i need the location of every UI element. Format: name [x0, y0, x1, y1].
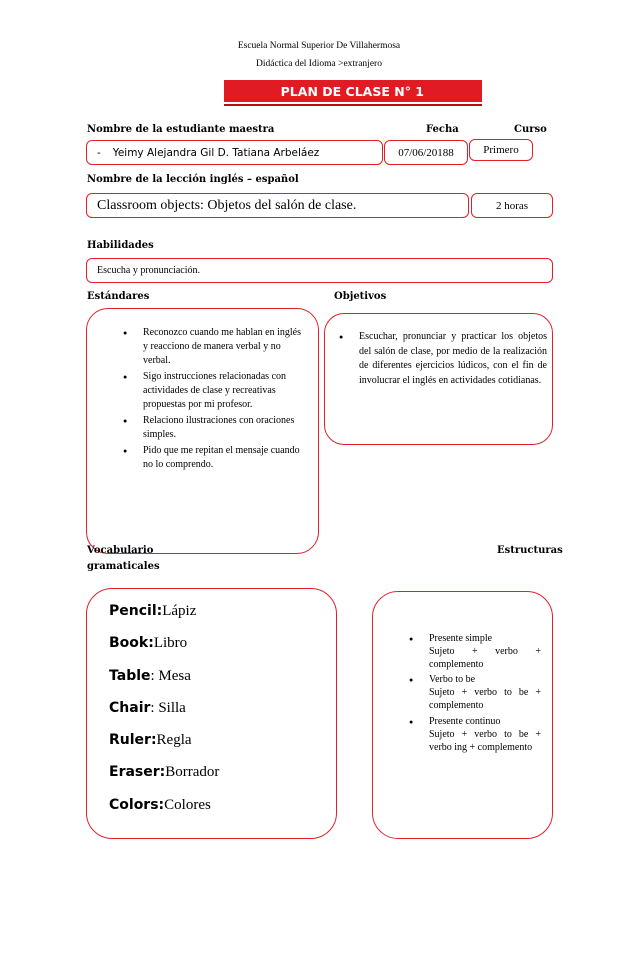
structure-item [403, 673, 541, 712]
structure-formula: Sujeto + verbo + complemento [429, 646, 541, 671]
vocab-english: Book: [109, 635, 154, 652]
vocab-label: Vocabulario [87, 545, 154, 556]
vocab-item [109, 700, 324, 732]
skills-field [86, 258, 553, 283]
vocabulary-box [86, 588, 337, 839]
vocab-item [109, 668, 324, 700]
vocab-spanish: : Silla [150, 699, 186, 716]
skills-value: Escucha y pronunciación. [97, 265, 201, 276]
gramaticales-label: gramaticales [87, 561, 160, 572]
objective-item: ● Escuchar, pronunciar y practicar los objetos del salón de clase, por medio de la realización de diferentes ejercicios lúdicos, con el fin de involucrar el inglés en actividades cotidianas. [333, 330, 547, 388]
structures-label: Estructuras [497, 545, 563, 556]
vocab-english: Chair [109, 699, 151, 716]
skills-label: Habilidades [87, 240, 154, 251]
school-name: Escuela Normal Superior De Villahermosa [237, 41, 401, 51]
date-field [384, 140, 468, 165]
lesson-label: Nombre de la lección inglés – español [87, 174, 299, 185]
structures-box [372, 591, 553, 839]
lesson-field [86, 193, 469, 218]
vocab-item [109, 764, 324, 796]
standard-item: ● Pido que me repitan el mensaje cuando no lo comprendo. [117, 444, 307, 472]
structure-item [403, 715, 541, 754]
vocab-english: Pencil: [109, 603, 163, 619]
vocab-spanish: Libro [153, 635, 188, 652]
vocab-english: Eraser: [109, 764, 166, 781]
duration-value: 2 horas [495, 199, 529, 212]
vocab-spanish: Borrador [165, 764, 220, 781]
standard-item: ● Relaciono ilustraciones con oraciones simples. [117, 414, 307, 442]
vocab-spanish: Regla [156, 732, 192, 749]
plan-title-banner [224, 80, 482, 104]
subject-name: Didáctica del Idioma >extranjero [256, 59, 382, 69]
objectives-list [333, 330, 547, 388]
structure-item [403, 632, 541, 671]
structure-name: ● Presente simple [429, 633, 493, 644]
duration-field [471, 193, 553, 218]
student-name-value: Yeimy Alejandra Gil D. Tatiana Arbeláez [112, 146, 320, 159]
plan-title: PLAN DE CLASE N° 1 [280, 83, 424, 99]
standards-list [117, 326, 307, 474]
student-label: Nombre de la estudiante maestra [87, 124, 275, 135]
standards-box [86, 308, 319, 554]
standards-label: Estándares [87, 291, 150, 302]
standard-item: ● Sigo instrucciones relacionadas con actividades de clase y recreativas propuestas por mi profesor. [117, 370, 307, 412]
structure-name: ● Verbo to be [429, 674, 476, 686]
vocabulary-list [109, 603, 324, 829]
objectives-box [324, 313, 553, 445]
vocab-item [109, 732, 324, 764]
vocab-english: Table [109, 667, 151, 684]
structure-formula: Sujeto + verbo to be + complemento [429, 687, 541, 712]
vocab-spanish: : Mesa [150, 667, 191, 684]
structure-formula: Sujeto + verbo to be + verbo ing + complemento [429, 728, 541, 753]
course-value: Primero [483, 144, 519, 156]
standard-item: ● Reconozco cuando me hablan en inglés y reacciono de manera verbal y no verbal. [117, 326, 307, 368]
student-dash: - [97, 146, 101, 159]
date-value: 07/06/20188 [398, 146, 454, 159]
course-label: Curso [514, 124, 547, 135]
vocab-spanish: Colores [164, 796, 211, 813]
date-label: Fecha [426, 124, 459, 135]
vocab-english: Colors: [109, 796, 165, 813]
vocab-item [109, 797, 324, 829]
lesson-value: Classroom objects: Objetos del salón de clase. [97, 197, 357, 213]
objectives-label: Objetivos [334, 291, 387, 302]
course-field [469, 139, 533, 161]
vocab-item [109, 603, 324, 635]
structure-name: ● Presente continuo [429, 715, 501, 727]
structures-list [403, 632, 541, 756]
vocab-spanish: Lápiz [162, 603, 197, 619]
vocab-english: Ruler: [109, 732, 157, 749]
vocab-item [109, 635, 324, 667]
student-name-field [86, 140, 383, 165]
